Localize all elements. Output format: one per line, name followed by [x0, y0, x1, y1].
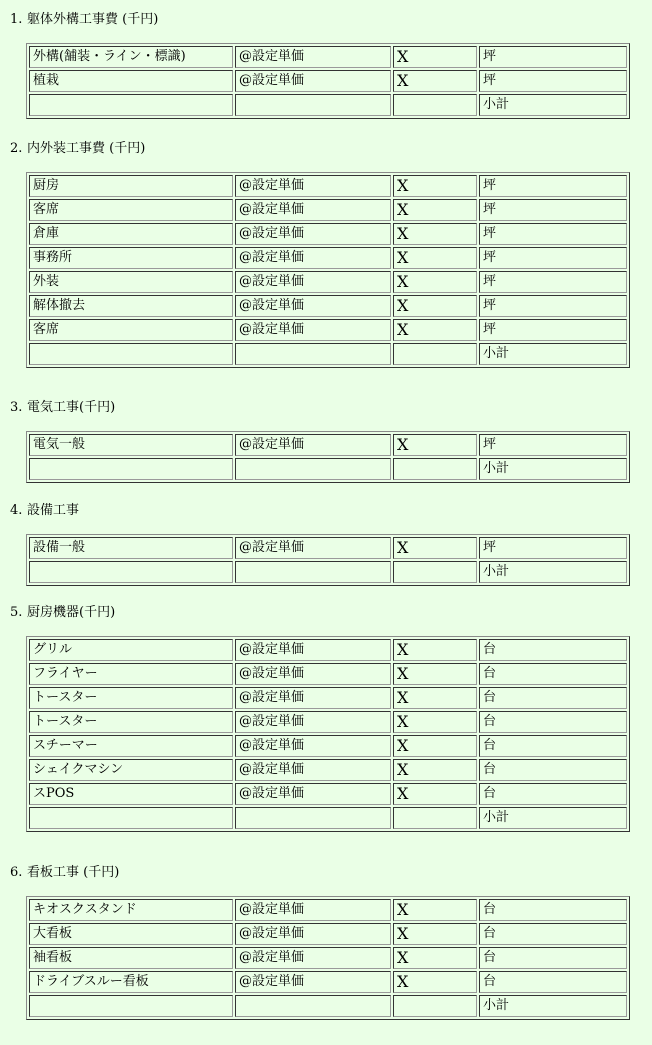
table-row	[29, 247, 627, 269]
item-name-cell	[29, 94, 233, 116]
multiply-cell: X	[393, 783, 477, 805]
section-number: 2.	[10, 141, 23, 156]
cost-table	[26, 636, 630, 832]
cost-table	[26, 172, 630, 368]
unit-cell: 坪	[479, 175, 627, 197]
unit-cell: 台	[479, 923, 627, 945]
item-name-cell: 植栽	[29, 70, 233, 92]
table-row	[29, 434, 627, 456]
unit-price-cell	[235, 343, 391, 365]
multiply-cell: X	[393, 537, 477, 559]
unit-cell: 坪	[479, 46, 627, 68]
multiply-cell: X	[393, 735, 477, 757]
cost-table	[26, 534, 630, 586]
multiply-cell: X	[393, 687, 477, 709]
section-title: 躯体外構工事費 (千円)	[27, 12, 159, 27]
section-title: 厨房機器(千円)	[27, 605, 116, 620]
section-number: 1.	[10, 12, 23, 27]
item-name-cell: 外装	[29, 271, 233, 293]
cost-table	[26, 43, 630, 119]
unit-cell: 台	[479, 947, 627, 969]
subtotal-row	[29, 807, 627, 829]
subtotal-row	[29, 561, 627, 583]
unit-cell: 坪	[479, 247, 627, 269]
unit-price-cell: @設定単価	[235, 711, 391, 733]
section-heading	[10, 12, 158, 28]
section-title: 設備工事	[27, 503, 80, 518]
section-title: 看板工事 (千円)	[27, 865, 120, 880]
item-name-cell	[29, 995, 233, 1017]
item-name-cell: シェイクマシン	[29, 759, 233, 781]
item-name-cell: 客席	[29, 199, 233, 221]
unit-price-cell	[235, 94, 391, 116]
item-name-cell	[29, 343, 233, 365]
multiply-cell	[393, 343, 477, 365]
unit-price-cell	[235, 807, 391, 829]
multiply-cell: X	[393, 759, 477, 781]
unit-price-cell: @設定単価	[235, 537, 391, 559]
section-title: 電気工事(千円)	[27, 400, 116, 415]
item-name-cell: ドライブスルー看板	[29, 971, 233, 993]
multiply-cell: X	[393, 70, 477, 92]
item-name-cell: 外構(舗装・ライン・標識)	[29, 46, 233, 68]
multiply-cell: X	[393, 971, 477, 993]
multiply-cell: X	[393, 663, 477, 685]
item-name-cell: 倉庫	[29, 223, 233, 245]
section-number: 4.	[10, 503, 23, 518]
unit-price-cell: @設定単価	[235, 295, 391, 317]
unit-price-cell: @設定単価	[235, 687, 391, 709]
unit-price-cell: @設定単価	[235, 70, 391, 92]
table-row	[29, 735, 627, 757]
item-name-cell	[29, 561, 233, 583]
unit-price-cell: @設定単価	[235, 759, 391, 781]
subtotal-row	[29, 458, 627, 480]
unit-price-cell: @設定単価	[235, 923, 391, 945]
multiply-cell: X	[393, 223, 477, 245]
unit-price-cell: @設定単価	[235, 735, 391, 757]
table-row	[29, 295, 627, 317]
unit-price-cell: @設定単価	[235, 175, 391, 197]
unit-price-cell: @設定単価	[235, 223, 391, 245]
unit-cell: 坪	[479, 295, 627, 317]
table-row	[29, 70, 627, 92]
item-name-cell: 客席	[29, 319, 233, 341]
item-name-cell: スチーマー	[29, 735, 233, 757]
item-name-cell: トースター	[29, 687, 233, 709]
unit-cell: 小計	[479, 343, 627, 365]
unit-cell: 小計	[479, 94, 627, 116]
unit-cell: 台	[479, 639, 627, 661]
unit-cell: 小計	[479, 458, 627, 480]
table-row	[29, 923, 627, 945]
table-row	[29, 639, 627, 661]
unit-cell: 坪	[479, 223, 627, 245]
cost-table	[26, 431, 630, 483]
item-name-cell: フライヤー	[29, 663, 233, 685]
unit-price-cell: @設定単価	[235, 639, 391, 661]
unit-cell: 坪	[479, 199, 627, 221]
unit-price-cell: @設定単価	[235, 319, 391, 341]
multiply-cell: X	[393, 247, 477, 269]
item-name-cell	[29, 458, 233, 480]
table-row	[29, 46, 627, 68]
item-name-cell: 袖看板	[29, 947, 233, 969]
item-name-cell: グリル	[29, 639, 233, 661]
item-name-cell: スPOS	[29, 783, 233, 805]
table-row	[29, 319, 627, 341]
unit-cell: 台	[479, 971, 627, 993]
table-row	[29, 271, 627, 293]
item-name-cell: トースター	[29, 711, 233, 733]
unit-cell: 坪	[479, 271, 627, 293]
unit-price-cell: @設定単価	[235, 663, 391, 685]
unit-price-cell	[235, 995, 391, 1017]
multiply-cell: X	[393, 319, 477, 341]
unit-cell: 台	[479, 711, 627, 733]
multiply-cell	[393, 807, 477, 829]
table-row	[29, 783, 627, 805]
section-heading	[10, 400, 115, 416]
unit-cell: 坪	[479, 70, 627, 92]
multiply-cell: X	[393, 271, 477, 293]
table-row	[29, 663, 627, 685]
item-name-cell: 設備一般	[29, 537, 233, 559]
multiply-cell: X	[393, 175, 477, 197]
table-row	[29, 199, 627, 221]
unit-price-cell: @設定単価	[235, 971, 391, 993]
section-title: 内外装工事費 (千円)	[27, 141, 146, 156]
table-row	[29, 537, 627, 559]
item-name-cell	[29, 807, 233, 829]
section-number: 6.	[10, 865, 23, 880]
table-row	[29, 971, 627, 993]
unit-cell: 坪	[479, 434, 627, 456]
unit-price-cell: @設定単価	[235, 46, 391, 68]
table-row	[29, 687, 627, 709]
unit-cell: 小計	[479, 807, 627, 829]
table-row	[29, 711, 627, 733]
subtotal-row	[29, 995, 627, 1017]
multiply-cell	[393, 995, 477, 1017]
unit-price-cell: @設定単価	[235, 899, 391, 921]
multiply-cell: X	[393, 923, 477, 945]
unit-cell: 小計	[479, 561, 627, 583]
multiply-cell: X	[393, 899, 477, 921]
multiply-cell	[393, 561, 477, 583]
multiply-cell	[393, 458, 477, 480]
unit-price-cell: @設定単価	[235, 434, 391, 456]
subtotal-row	[29, 343, 627, 365]
item-name-cell: 電気一般	[29, 434, 233, 456]
table-row	[29, 223, 627, 245]
unit-price-cell	[235, 561, 391, 583]
item-name-cell: 大看板	[29, 923, 233, 945]
unit-cell: 小計	[479, 995, 627, 1017]
multiply-cell: X	[393, 46, 477, 68]
multiply-cell: X	[393, 199, 477, 221]
multiply-cell	[393, 94, 477, 116]
unit-cell: 台	[479, 687, 627, 709]
multiply-cell: X	[393, 434, 477, 456]
unit-price-cell: @設定単価	[235, 271, 391, 293]
section-heading	[10, 605, 115, 621]
unit-cell: 台	[479, 663, 627, 685]
unit-price-cell: @設定単価	[235, 199, 391, 221]
unit-cell: 坪	[479, 319, 627, 341]
unit-price-cell: @設定単価	[235, 247, 391, 269]
section-number: 3.	[10, 400, 23, 415]
section-heading	[10, 503, 79, 519]
unit-cell: 台	[479, 899, 627, 921]
multiply-cell: X	[393, 639, 477, 661]
cost-table	[26, 896, 630, 1020]
subtotal-row	[29, 94, 627, 116]
section-number: 5.	[10, 605, 23, 620]
unit-cell: 台	[479, 735, 627, 757]
unit-price-cell	[235, 458, 391, 480]
table-row	[29, 899, 627, 921]
item-name-cell: キオスクスタンド	[29, 899, 233, 921]
table-row	[29, 175, 627, 197]
unit-cell: 坪	[479, 537, 627, 559]
table-row	[29, 947, 627, 969]
section-heading	[10, 141, 145, 157]
unit-price-cell: @設定単価	[235, 947, 391, 969]
item-name-cell: 事務所	[29, 247, 233, 269]
section-heading	[10, 865, 119, 881]
unit-cell: 台	[479, 759, 627, 781]
item-name-cell: 解体撤去	[29, 295, 233, 317]
unit-cell: 台	[479, 783, 627, 805]
multiply-cell: X	[393, 711, 477, 733]
table-row	[29, 759, 627, 781]
multiply-cell: X	[393, 947, 477, 969]
multiply-cell: X	[393, 295, 477, 317]
unit-price-cell: @設定単価	[235, 783, 391, 805]
item-name-cell: 厨房	[29, 175, 233, 197]
